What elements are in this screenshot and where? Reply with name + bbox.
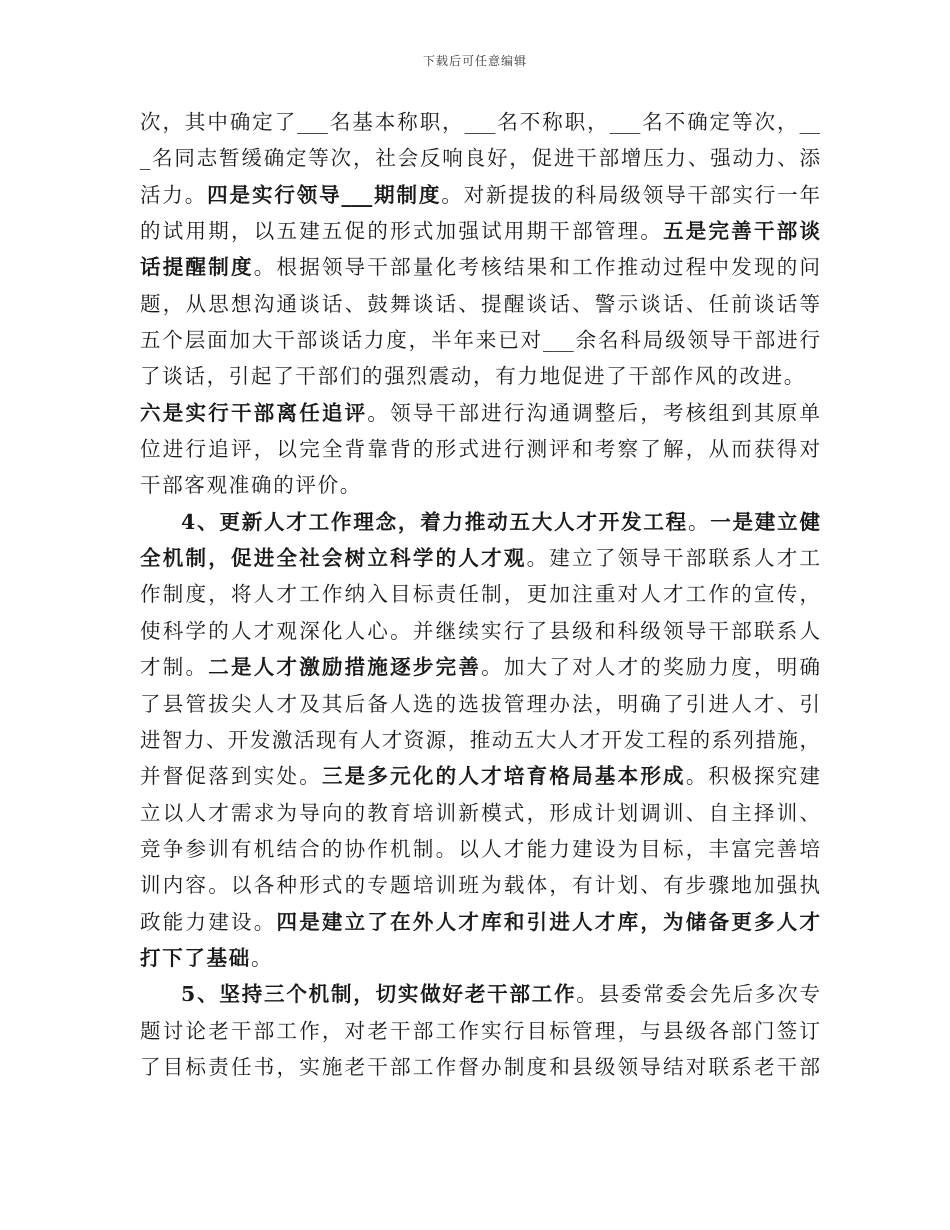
- text-run: 题，从思想沟通谈话、鼓舞谈话、提醒谈话、警示谈话、任前谈话等: [140, 291, 820, 316]
- text-run: 。根据领导干部量化考核结果和工作推动过程中发现的问: [253, 255, 820, 280]
- bold-text: 打下了基础: [140, 945, 251, 970]
- bold-text: 全机制，促进全社会树立科学的人才观: [140, 546, 527, 571]
- text-run: 立以人才需求为导向的教育培训新模式，形成计划调训、自主择训、: [140, 800, 820, 825]
- text-run: _名同志暂缓确定等次，社会反响良好，促进干部增压力、强动力、添: [140, 146, 820, 171]
- text-line: [140, 177, 820, 213]
- text-run: 。: [687, 509, 711, 534]
- text-line: [140, 431, 820, 467]
- text-run: 。领导干部进行沟通调整后，考核组到其原单: [367, 400, 820, 425]
- text-run: 政能力建设。: [140, 909, 277, 934]
- text-run: 次，其中确定了___名基本称职，___名不称职，___名不确定等次，__: [140, 110, 820, 134]
- text-line: [140, 613, 820, 649]
- text-run: 位进行追评，以完全背靠背的形式进行测评和考察了解，从而获得对: [140, 437, 820, 462]
- document-body: [140, 104, 820, 1085]
- text-line: [140, 395, 820, 431]
- page-header: 下载后可任意编辑: [422, 54, 527, 68]
- text-run: 。加大了对人才的奖励力度，明确: [481, 655, 820, 680]
- bold-text: 四是建立了在外人才库和引进人才库，为储备更多人才: [276, 909, 820, 934]
- text-run: 使科学的人才观深化人心。并继续实行了县级和科级领导干部联系人: [140, 618, 820, 643]
- text-run: 才制。: [140, 655, 209, 680]
- bold-text: 5、坚持三个机制，切实做好老干部工作: [181, 982, 577, 1007]
- text-line: [140, 1049, 820, 1085]
- text-line: [140, 249, 820, 285]
- text-run: 。: [251, 945, 274, 970]
- text-line: [140, 940, 820, 976]
- text-run: 题讨论老干部工作，对老干部工作实行目标管理，与县级各部门签订: [140, 1018, 820, 1043]
- text-line: [140, 1013, 820, 1049]
- text-run: 并督促落到实处。: [140, 764, 322, 789]
- text-run: 了谈话，引起了干部们的强烈震动，有力地促进了干部作风的改进。: [140, 364, 806, 389]
- text-line: [140, 140, 820, 176]
- text-run: 。建立了领导干部联系人才工: [526, 546, 820, 571]
- text-run: 作制度，将人才工作纳入目标责任制，更加注重对人才工作的宣传，: [140, 582, 820, 607]
- bold-text: 4、更新人才工作理念，着力推动五大人才开发工程: [181, 509, 688, 534]
- text-run: 。积极探究建: [685, 764, 820, 789]
- text-line: [140, 831, 820, 867]
- bold-text: 五是完善干部谈: [663, 219, 820, 244]
- text-line: [140, 286, 820, 322]
- text-line: [140, 722, 820, 758]
- bold-text: 一是建立健: [710, 509, 820, 534]
- text-line: [140, 904, 820, 940]
- bold-text: 四是实行领导___期制度: [207, 182, 442, 207]
- text-line: [140, 358, 820, 394]
- text-run: 的试用期，以五建五促的形式加强试用期干部管理。: [140, 219, 664, 244]
- text-line: [140, 104, 820, 140]
- text-run: 进智力、开发激活现有人才资源，推动五大人才开发工程的系列措施，: [140, 727, 820, 752]
- text-line: [140, 213, 820, 249]
- text-line: [140, 867, 820, 903]
- text-line: [140, 467, 820, 503]
- text-run: 干部客观准确的评价。: [140, 473, 362, 498]
- text-run: 五个层面加大干部谈话力度，半年来已对___余名科局级领导干部进行: [140, 328, 820, 353]
- text-run: 竞争参训有机结合的协作机制。以人才能力建设为目标，丰富完善培: [140, 836, 820, 861]
- text-line: [140, 322, 820, 358]
- text-line: [140, 686, 820, 722]
- text-run: 。县委常委会先后多次专: [576, 982, 820, 1007]
- text-line: [140, 504, 820, 540]
- text-line: [140, 758, 820, 794]
- bold-text: 二是人才激励措施逐步完善: [208, 655, 482, 680]
- bold-text: 话提醒制度: [140, 255, 254, 280]
- bold-text: 三是多元化的人才培育格局基本形成: [321, 764, 686, 789]
- text-line: [140, 540, 820, 576]
- text-run: 。对新提拔的科局级领导干部实行一年: [441, 182, 820, 207]
- text-run: 了县管拔尖人才及其后备人选的选拔管理办法，明确了引进人才、引: [140, 691, 820, 716]
- text-line: [140, 795, 820, 831]
- text-line: [140, 649, 820, 685]
- bold-text: 六是实行干部离任追评: [140, 400, 368, 425]
- text-run: 活力。: [140, 182, 208, 207]
- text-line: [140, 576, 820, 612]
- text-run: 了目标责任书，实施老干部工作督办制度和县级领导结对联系老干部: [140, 1054, 820, 1079]
- text-line: [140, 976, 820, 1012]
- text-run: 训内容。以各种形式的专题培训班为载体，有计划、有步骤地加强执: [140, 873, 820, 898]
